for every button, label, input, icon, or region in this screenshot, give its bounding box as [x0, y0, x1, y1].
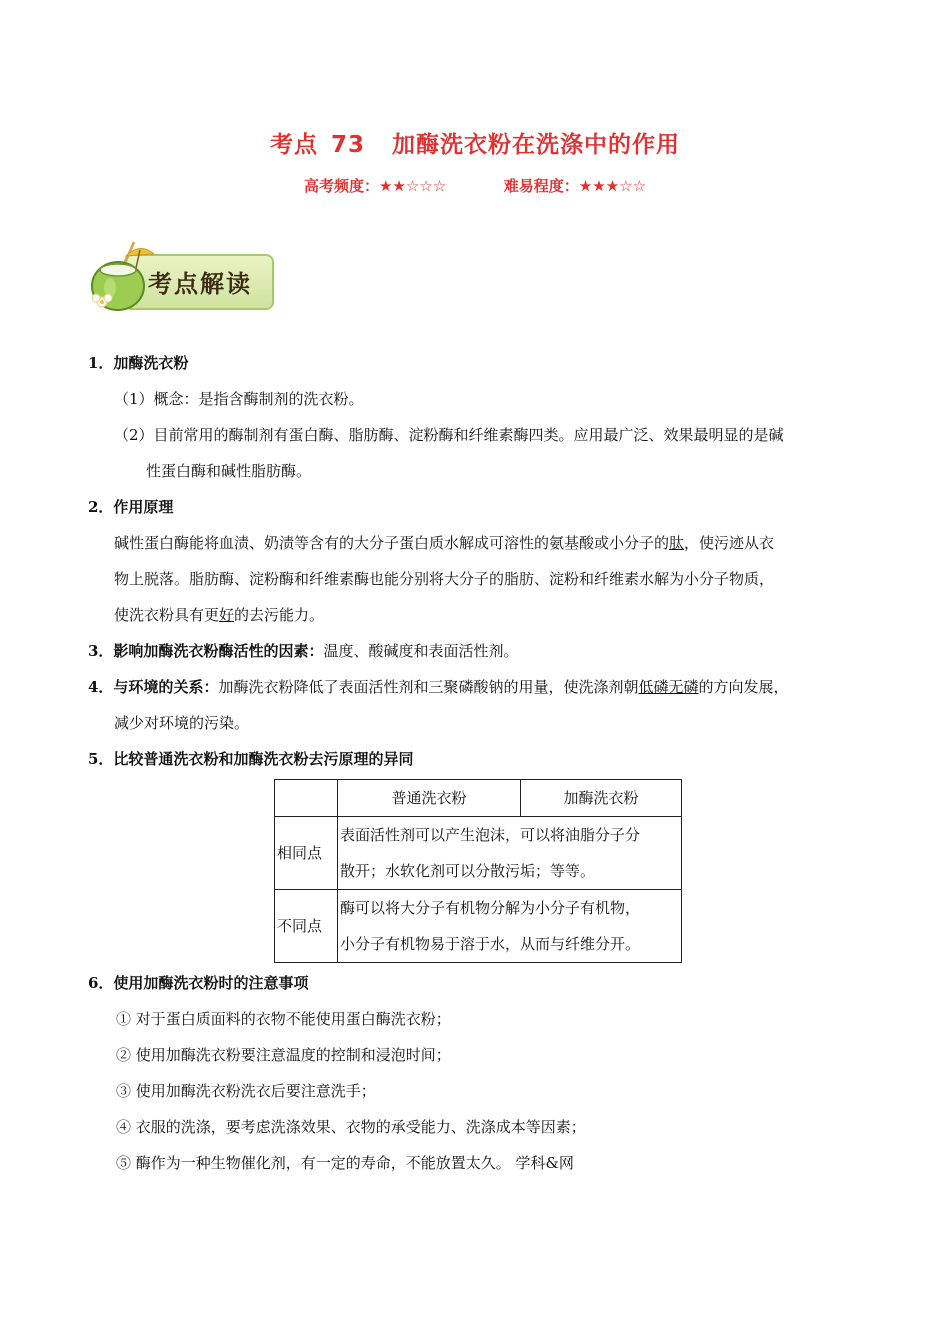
underlined-term: 肽	[669, 534, 685, 552]
section-2-line-1: 碱性蛋白酶能将血渍、奶渍等含有的大分子蛋白质水解成可溶性的氨基酸或小分子的肽，使污迹从衣	[114, 534, 775, 552]
frequency-stars: ★★☆☆☆	[378, 177, 447, 195]
section-2-heading: 2．作用原理	[88, 498, 174, 516]
difficulty-stars: ★★★☆☆	[578, 177, 647, 195]
section-4-line-2: 减少对环境的污染。	[114, 714, 250, 732]
title-text: 加酶洗衣粉在洗涤中的作用	[392, 132, 681, 158]
section-2-line-2: 物上脱落。脂肪酶、淀粉酶和纤维素酶也能分别将大分子的脂肪、淀粉和纤维素水解为小分子物质，	[114, 570, 775, 588]
section-1-item-2-line-2: 性蛋白酶和碱性脂肪酶。	[146, 462, 312, 480]
banner-text: 考点解读	[148, 270, 252, 298]
section-4-line-1: 4．与环境的关系：加酶洗衣粉降低了表面活性剂和三聚磷酸钠的用量，使洗涤剂朝低磷无磷的方向发展，	[88, 678, 789, 696]
precautions-list	[88, 1001, 868, 1181]
comparison-table	[274, 779, 682, 963]
table-corner-cell	[275, 780, 338, 817]
main-content	[88, 345, 868, 1181]
title-prefix: 考点	[269, 132, 318, 158]
underlined-term: 好	[219, 606, 235, 624]
page-title	[0, 126, 950, 159]
section-1-item-1: （1）概念：是指含酶制剂的洗衣粉。	[114, 390, 364, 408]
difficulty-label: 难易程度：	[503, 177, 579, 195]
section-3-text: 温度、酸碱度和表面活性剂。	[323, 642, 519, 660]
table-row-label: 不同点	[275, 890, 338, 963]
section-5-heading: 5．比较普通洗衣粉和加酶洗衣粉去污原理的异同	[88, 750, 414, 768]
table-row-label: 相同点	[275, 817, 338, 890]
section-3-heading: 3．影响加酶洗衣粉酶活性的因素：	[88, 642, 324, 660]
section-4-heading: 4．与环境的关系：	[88, 678, 219, 696]
title-number: 73	[330, 132, 365, 158]
list-item: ④ 衣服的洗涤，要考虑洗涤效果、衣物的承受能力、洗涤成本等因素；	[116, 1118, 586, 1136]
list-item: ① 对于蛋白质面料的衣物不能使用蛋白酶洗衣粉；	[116, 1010, 451, 1028]
section-3	[88, 633, 868, 669]
table-row	[275, 780, 682, 817]
section-2-line-3: 使洗衣粉具有更好的去污能力。	[114, 606, 325, 624]
table-cell: 表面活性剂可以产生泡沫，可以将油脂分子分 散开；水软化剂可以分散污垢；等等。	[338, 817, 682, 890]
section-1-item-2-line-1: （2）目前常用的酶制剂有蛋白酶、脂肪酶、淀粉酶和纤维素酶四类。应用最广泛、效果最明显的是碱	[114, 426, 784, 444]
table-row	[275, 890, 682, 963]
frequency-label: 高考频度：	[303, 177, 379, 195]
section-6-heading: 6．使用加酶洗衣粉时的注意事项	[88, 974, 309, 992]
underlined-term: 低磷无磷	[638, 678, 699, 696]
table-header-cell: 加酶洗衣粉	[521, 780, 682, 817]
section-banner	[88, 240, 272, 314]
table-cell: 酶可以将大分子有机物分解为小分子有机物， 小分子有机物易于溶于水，从而与纤维分开。	[338, 890, 682, 963]
list-item: ⑤ 酶作为一种生物催化剂，有一定的寿命，不能放置太久。 学科&网	[116, 1154, 574, 1172]
difficulty-ratings	[0, 175, 950, 196]
section-1-heading: 1．加酶洗衣粉	[88, 354, 189, 372]
list-item: ③ 使用加酶洗衣粉洗衣后要注意洗手；	[116, 1082, 376, 1100]
list-item: ② 使用加酶洗衣粉要注意温度的控制和浸泡时间；	[116, 1046, 451, 1064]
table-row	[275, 817, 682, 890]
table-header-cell: 普通洗衣粉	[338, 780, 521, 817]
